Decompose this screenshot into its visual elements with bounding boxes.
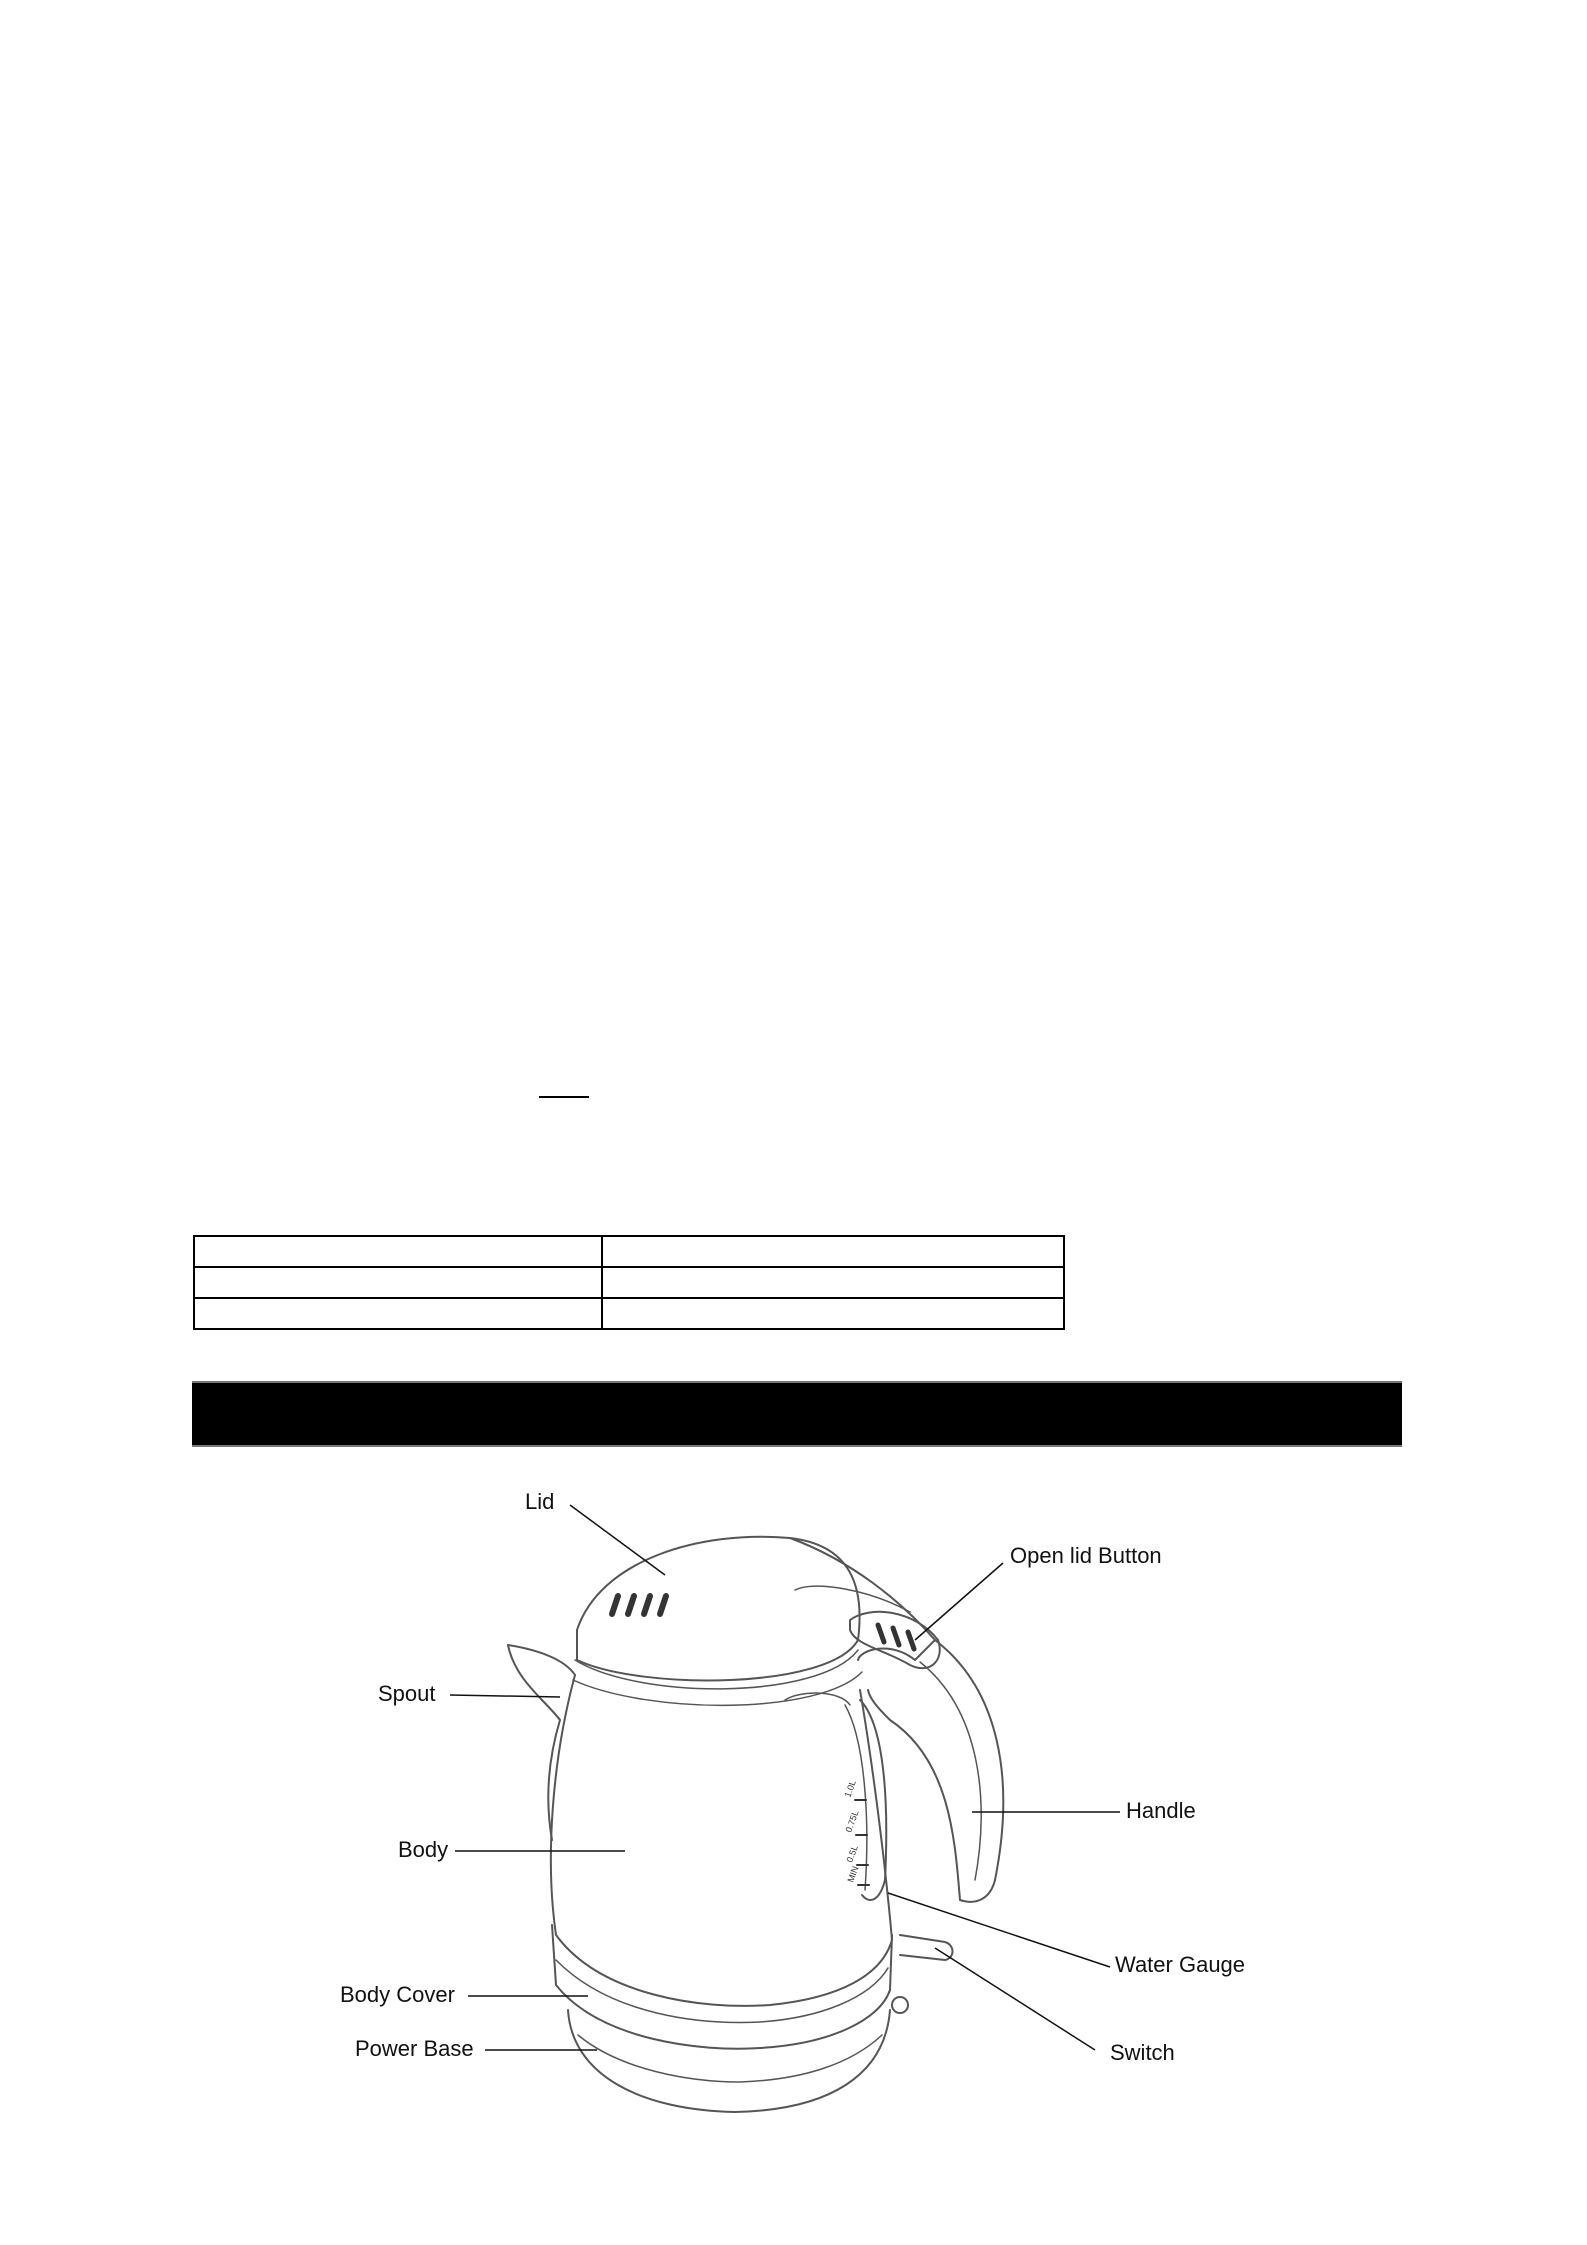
body-outline [551, 1675, 892, 2006]
gauge-mark: 0.75L [843, 1809, 861, 1834]
label-handle: Handle [1126, 1798, 1196, 1823]
leader-switch [935, 1948, 1095, 2050]
button-ribs [878, 1625, 914, 1649]
label-spout: Spout [378, 1681, 436, 1706]
leader-lid [570, 1505, 665, 1575]
label-power-base: Power Base [355, 2036, 474, 2061]
label-switch: Switch [1110, 2040, 1175, 2065]
label-body: Body [398, 1837, 449, 1862]
leader-water-gauge [888, 1893, 1110, 1967]
label-lid: Lid [525, 1489, 555, 1514]
body-cover-outline [552, 1925, 892, 2049]
leader-open-lid-button [915, 1563, 1003, 1640]
label-open-lid-button: Open lid Button [1010, 1543, 1162, 1568]
gauge-mark: 0.5L [844, 1843, 860, 1864]
leader-spout [450, 1695, 560, 1697]
gauge-mark: 1.0L [842, 1778, 858, 1799]
switch-outline [900, 1935, 953, 1960]
label-water-gauge: Water Gauge [1115, 1952, 1246, 1977]
spout-outline [508, 1645, 575, 1840]
handle-outline [868, 1640, 1003, 1902]
label-body-cover: Body Cover [340, 1982, 455, 2007]
gauge-mark: MIN [845, 1864, 861, 1884]
lid-outline [577, 1537, 860, 1681]
lid-vents [612, 1596, 666, 1614]
